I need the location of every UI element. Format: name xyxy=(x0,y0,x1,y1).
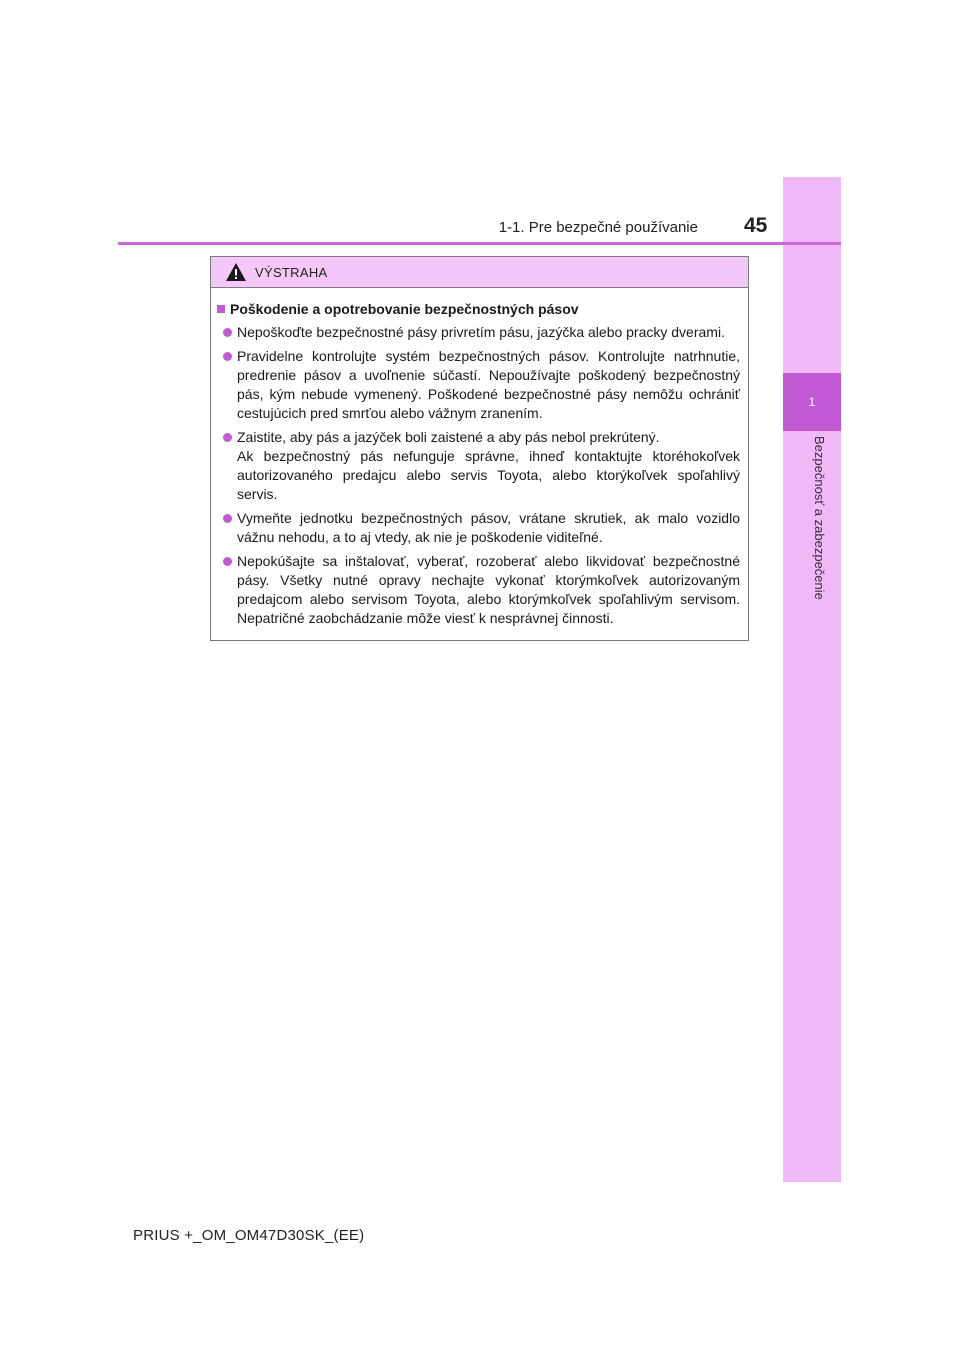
warning-subheading xyxy=(217,301,742,317)
list-item-text: Nepoškoďte bezpečnostné pásy privretím pásu, jazýčka alebo pracky dverami. xyxy=(237,324,725,340)
warning-triangle-icon xyxy=(225,262,247,282)
chapter-number: 1 xyxy=(808,395,816,409)
page-number: 45 xyxy=(744,214,768,237)
list-item-text: Vymeňte jednotku bezpečnostných pásov, vrátane skrutiek, ak malo vozidlo vážnu nehodu, a to aj vtedy, ak nie je poškodenie viditeľné. xyxy=(237,510,740,545)
section-title: 1-1. Pre bezpečné používanie xyxy=(498,219,698,236)
warning-body xyxy=(211,288,748,628)
list-item-text: Pravidelne kontrolujte systém bezpečnostných pásov. Kontrolujte natrhnutie, predrenie pásov a uvoľnenie súčastí. Nepoužívajte poškodený bezpečnostný pás, kým nebude vymenený. Poškodené bezpečnostné pásy nemôžu ochrániť cestujúcich pred smrťou alebo vážnym zranením. xyxy=(237,348,740,421)
list-item xyxy=(223,428,740,504)
bullet-icon xyxy=(223,352,232,361)
warning-header xyxy=(211,257,748,288)
bullet-icon xyxy=(223,328,232,337)
list-item xyxy=(223,323,740,342)
header-rule xyxy=(118,242,841,245)
document-code: PRIUS +_OM_OM47D30SK_(EE) xyxy=(133,1227,365,1244)
list-item-continuation: Ak bezpečnostný pás nefunguje správne, ihneď kontaktujte ktoréhokoľvek autorizovaného predajcu alebo servis Toyota, alebo ktorýkoľvek spoľahlivý servis. xyxy=(237,448,740,502)
chapter-title: Bezpečnosť a zabezpečenie xyxy=(812,436,827,600)
bullet-icon xyxy=(223,514,232,523)
bullet-icon xyxy=(223,433,232,442)
list-item xyxy=(223,347,740,423)
list-item xyxy=(223,552,740,628)
side-tab xyxy=(783,177,841,1182)
square-bullet-icon xyxy=(217,305,225,313)
list-item xyxy=(223,509,740,547)
warning-title: VÝSTRAHA xyxy=(255,264,328,280)
warning-box xyxy=(210,256,749,641)
list-item-line: Zaistite, aby pás a jazýček boli zaistené a aby pás nebol prekrútený. xyxy=(237,429,660,445)
list-item-text: Nepokúšajte sa inštalovať, vyberať, rozoberať alebo likvidovať bezpečnostné pásy. Všetky nutné opravy nechajte vykonať ktorýmkoľvek autorizovaným predajcom alebo servisom Toyota, alebo ktorýmkoľvek spoľahlivým servisom. Nepatričné zaobchádzanie môže viesť k nesprávnej činnosti. xyxy=(237,553,740,626)
chapter-number-tab xyxy=(783,373,841,431)
list-item-text xyxy=(237,428,740,504)
subheading-text: Poškodenie a opotrebovanie bezpečnostných pásov xyxy=(230,301,579,317)
bullet-icon xyxy=(223,557,232,566)
